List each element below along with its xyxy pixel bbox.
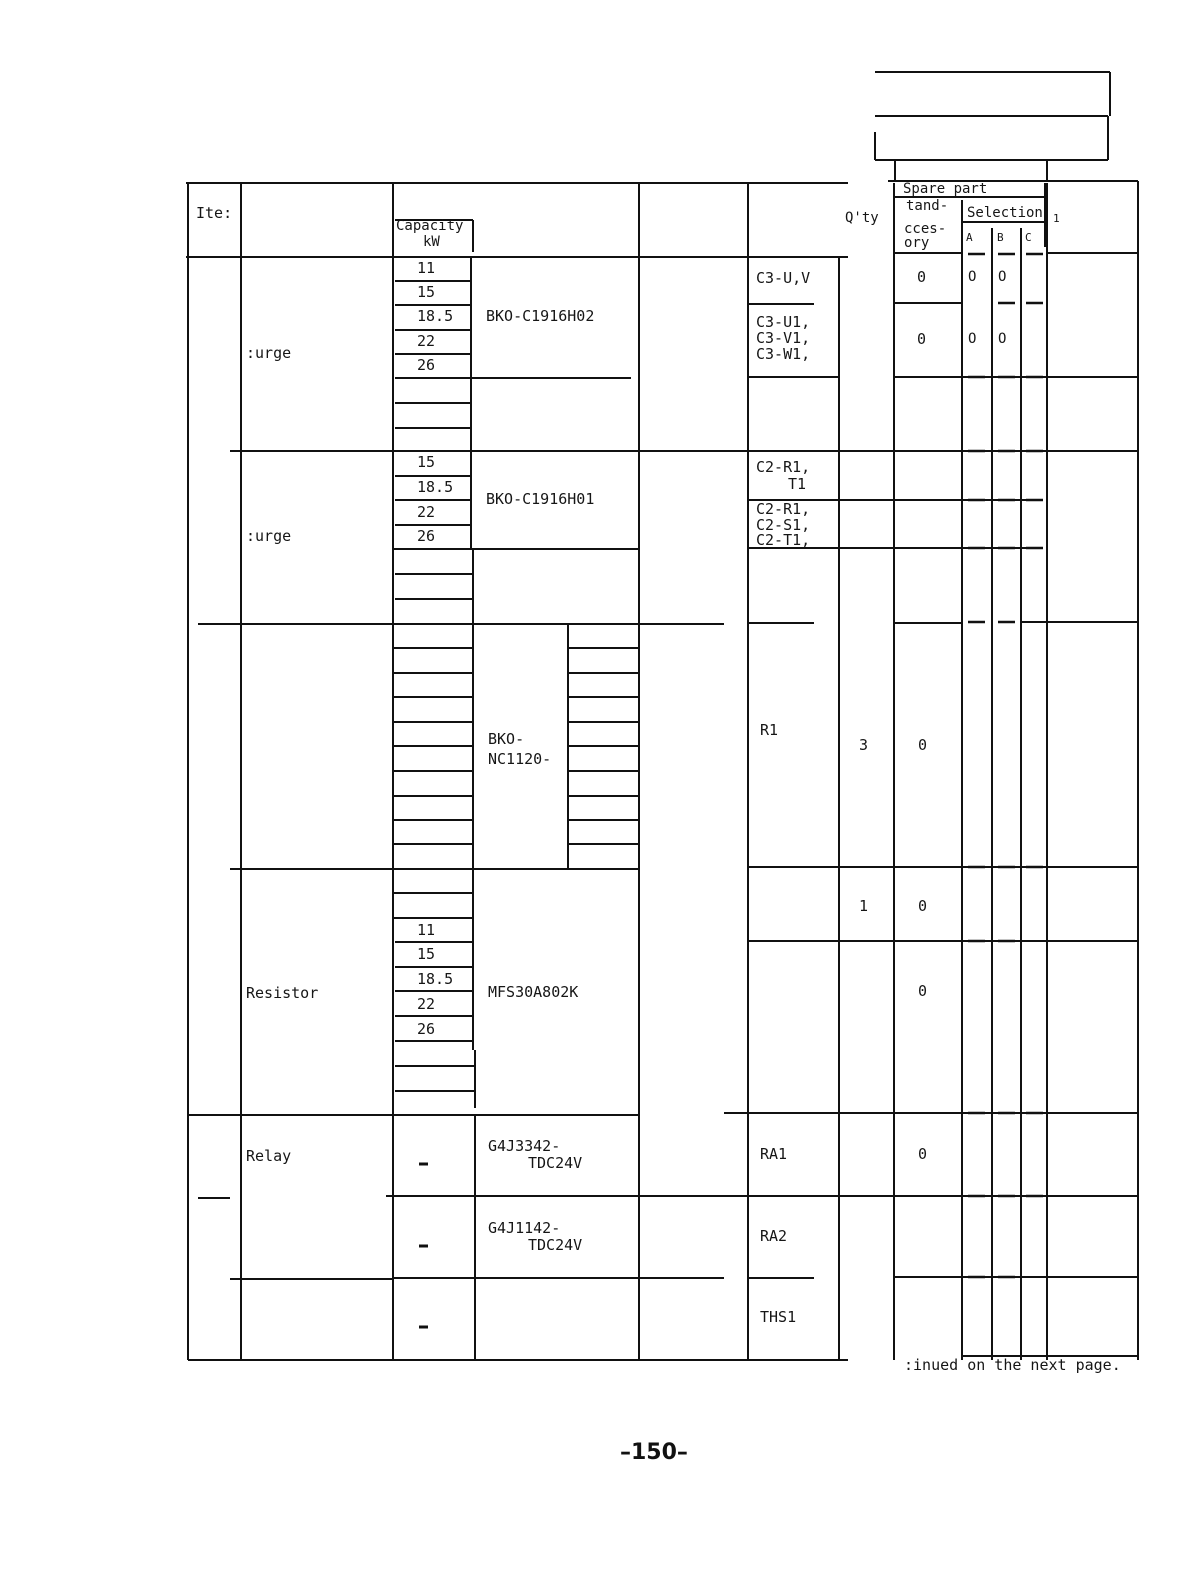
surge2-part-no: BKO-C1916H01 [486,490,595,508]
header-item: Ite: [196,204,233,222]
relay1-part-no-1: G4J3342- [488,1137,561,1155]
relay1-item: Relay [246,1147,292,1165]
surge2-symbol-b1: C2-R1, [756,500,811,518]
relay2-part-no-1: G4J1142- [488,1219,561,1237]
resistor-cap-1: 11 [417,921,436,939]
resistor-cap-2: 15 [417,945,436,963]
relay1-symbol: RA1 [760,1145,788,1163]
surge1-sel-a-b: O [998,269,1007,285]
surge1-cap-5: 26 [417,356,436,374]
group3-symbol: R1 [760,721,779,739]
header-trailing-mark: 1 [1053,212,1060,225]
group4-std: 0 [918,897,928,915]
surge1-std-a: 0 [917,268,927,286]
relay1-std: 0 [918,1145,928,1163]
group3-part-no-1: BKO- [488,730,525,748]
header-standard-1: tand- [906,198,949,214]
surge2-cap-1: 15 [417,453,436,471]
header-standard-2: cces- [904,221,947,237]
resistor-cap-5: 26 [417,1020,436,1038]
surge1-cap-2: 15 [417,283,436,301]
resistor-part-no: MFS30A802K [488,983,579,1001]
ths-symbol: THS1 [760,1308,797,1326]
surge1-symbol-b3: C3-W1, [756,345,811,363]
header-spare-part: Spare part [903,181,988,197]
group4-qty: 1 [859,897,869,915]
surge2-cap-4: 26 [417,527,436,545]
group3-qty: 3 [859,736,869,754]
header-selection: Selection [967,205,1043,221]
header-standard-3: ory [904,235,930,251]
surge2-symbol-b2: C2-S1, [756,516,811,534]
resistor-std: 0 [918,982,928,1000]
resistor-cap-3: 18.5 [417,970,454,988]
surge2-symbol-a1: C2-R1, [756,458,811,476]
surge2-symbol-a2: T1 [788,475,807,493]
header-selection-b: B [997,231,1004,244]
group3-std: 0 [918,736,928,754]
surge1-symbol-b1: C3-U1, [756,313,811,331]
header-qty: Q'ty [845,210,879,226]
surge1-cap-3: 18.5 [417,307,454,325]
surge1-std-b: 0 [917,330,927,348]
surge2-symbol-b3: C2-T1, [756,531,811,549]
group3-part-no-2: NC1120- [488,750,552,768]
surge1-sel-a-a: O [968,269,977,285]
page-number: –150– [620,1440,688,1465]
relay2-part-no-2: TDC24V [528,1236,583,1254]
relay2-symbol: RA2 [760,1227,788,1245]
surge2-cap-3: 22 [417,503,436,521]
surge2-item: :urge [246,527,292,545]
header-selection-c: C [1025,231,1032,244]
surge1-part-no: BKO-C1916H02 [486,307,595,325]
header-capacity-unit: kW [423,234,440,250]
header-capacity: Capacity [396,218,464,234]
relay1-part-no-2: TDC24V [528,1154,583,1172]
surge1-sel-b-a: O [968,331,977,347]
surge2-cap-2: 18.5 [417,478,454,496]
surge1-sel-b-b: O [998,331,1007,347]
continued-note: :inued on the next page. [904,1356,1121,1374]
surge1-symbol-a: C3-U,V [756,269,811,287]
resistor-item: Resistor [246,984,319,1002]
surge1-item: :urge [246,344,292,362]
header-selection-a: A [966,231,973,244]
surge1-symbol-b2: C3-V1, [756,329,811,347]
surge1-cap-1: 11 [417,259,436,277]
surge1-cap-4: 22 [417,332,436,350]
resistor-cap-4: 22 [417,995,436,1013]
